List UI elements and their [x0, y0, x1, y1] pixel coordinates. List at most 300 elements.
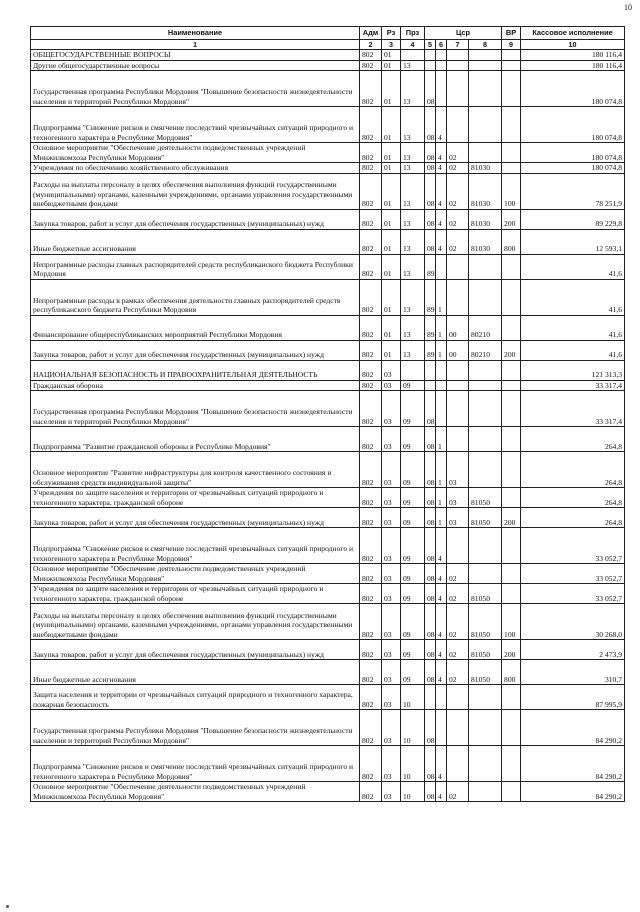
row-csr-6: 4 — [436, 107, 447, 143]
row-csr-6: 4 — [436, 640, 447, 660]
row-prz: 09 — [401, 508, 425, 528]
row-rz: 03 — [382, 782, 401, 802]
row-csr-7 — [447, 391, 469, 427]
row-sum: 180 074,8 — [521, 143, 625, 163]
row-sum: 12 593,1 — [521, 229, 625, 254]
row-csr-8 — [469, 528, 502, 564]
row-csr-6: 1 — [436, 315, 447, 340]
row-csr-6: 1 — [436, 508, 447, 528]
row-name: Основное мероприятие "Обеспечение деятельности подведомственных учреждений Минжилкомхоза Республики Мордовия" — [31, 143, 360, 163]
row-sum: 264,8 — [521, 427, 625, 452]
table-row — [31, 640, 625, 660]
row-csr-6: 4 — [436, 782, 447, 802]
row-sum: 180 074,8 — [521, 163, 625, 173]
row-vr — [502, 71, 521, 107]
row-vr — [502, 163, 521, 173]
row-adm: 802 — [360, 315, 382, 340]
row-csr-6 — [436, 685, 447, 710]
row-csr-8: 81050 — [469, 660, 502, 685]
header-sum: Кассовое исполнение — [521, 27, 625, 40]
row-csr-7 — [447, 528, 469, 564]
row-sum: 33 317,4 — [521, 391, 625, 427]
row-sum: 33 052,7 — [521, 528, 625, 564]
row-csr-8 — [469, 360, 502, 380]
row-prz: 13 — [401, 71, 425, 107]
row-csr-6: 4 — [436, 173, 447, 209]
row-sum: 180 074,8 — [521, 107, 625, 143]
table-row — [31, 452, 625, 488]
row-csr-7: 02 — [447, 564, 469, 584]
row-name: Подпрограмма "Снижение рисков и смягчение последствий чрезвычайных ситуаций природного и техногенного характера в Республике Мордовия" — [31, 107, 360, 143]
row-csr-5: 08 — [425, 604, 436, 640]
row-adm: 802 — [360, 71, 382, 107]
row-adm: 802 — [360, 710, 382, 746]
row-rz: 01 — [382, 315, 401, 340]
row-adm: 802 — [360, 163, 382, 173]
row-sum: 310,7 — [521, 660, 625, 685]
row-csr-7 — [447, 380, 469, 390]
row-name: Подпрограмма "Развитие гражданской обороны в Республике Мордовия" — [31, 427, 360, 452]
row-vr — [502, 782, 521, 802]
row-csr-6: 4 — [436, 229, 447, 254]
table-row — [31, 340, 625, 360]
row-name: Расходы на выплаты персоналу в целях обеспечения выполнения функций государственными (муниципальными) органами, казенными учреждениями, органами управления государственными внебюджетными фондами — [31, 173, 360, 209]
row-vr — [502, 584, 521, 604]
row-csr-5: 08 — [425, 163, 436, 173]
table-row — [31, 604, 625, 640]
row-csr-6: 4 — [436, 143, 447, 163]
row-csr-6 — [436, 710, 447, 746]
table-row — [31, 229, 625, 254]
row-name: Финансирование общереспубликанских мероприятий Республики Мордовия — [31, 315, 360, 340]
row-name: Государственная программа Республики Мордовия "Повышение безопасности жизнедеятельности населения и территорий Республики Мордовия" — [31, 71, 360, 107]
row-adm: 802 — [360, 279, 382, 315]
row-csr-5: 89 — [425, 279, 436, 315]
row-csr-6 — [436, 50, 447, 60]
row-prz: 13 — [401, 143, 425, 163]
row-name: Защита населения и территории от чрезвычайных ситуаций природного и техногенного характера, пожарная безопасность — [31, 685, 360, 710]
row-adm: 802 — [360, 143, 382, 163]
row-rz: 03 — [382, 564, 401, 584]
row-sum: 33 317,4 — [521, 380, 625, 390]
row-csr-7: 02 — [447, 782, 469, 802]
row-adm: 802 — [360, 360, 382, 380]
row-csr-7: 02 — [447, 173, 469, 209]
row-prz — [401, 360, 425, 380]
row-adm: 802 — [360, 173, 382, 209]
row-sum: 41,6 — [521, 340, 625, 360]
row-adm: 802 — [360, 604, 382, 640]
scan-dot — [6, 905, 9, 908]
row-vr: 200 — [502, 508, 521, 528]
row-csr-7 — [447, 50, 469, 60]
row-rz: 01 — [382, 60, 401, 70]
row-prz: 13 — [401, 209, 425, 229]
row-vr — [502, 488, 521, 508]
row-csr-6: 4 — [436, 163, 447, 173]
row-rz: 03 — [382, 640, 401, 660]
row-vr — [502, 564, 521, 584]
row-vr — [502, 746, 521, 782]
row-csr-5: 89 — [425, 254, 436, 279]
row-rz: 03 — [382, 380, 401, 390]
row-name: Иные бюджетные ассигнования — [31, 229, 360, 254]
row-name: Закупка товаров, работ и услуг для обеспечения государственных (муниципальных) нужд — [31, 640, 360, 660]
row-csr-5 — [425, 60, 436, 70]
row-adm: 802 — [360, 391, 382, 427]
row-sum: 84 290,2 — [521, 746, 625, 782]
row-csr-8: 81050 — [469, 584, 502, 604]
header-prz: Прз — [401, 27, 425, 40]
row-csr-5: 08 — [425, 782, 436, 802]
row-sum: 89 229,8 — [521, 209, 625, 229]
row-name: Основное мероприятие "Обеспечение деятельности подведомственных учреждений Минжилкомхоза Республики Мордовия" — [31, 564, 360, 584]
row-csr-8 — [469, 564, 502, 584]
row-csr-7 — [447, 685, 469, 710]
table-row — [31, 107, 625, 143]
row-rz: 01 — [382, 279, 401, 315]
row-csr-7: 02 — [447, 143, 469, 163]
row-prz: 13 — [401, 340, 425, 360]
row-adm: 802 — [360, 660, 382, 685]
row-name: Основное мероприятие "Развитие инфраструктуры для контроля качественного состояния и обслуживания средств индивидуальной защиты" — [31, 452, 360, 488]
row-name: Подпрограмма "Снижение рисков и смягчение последствий чрезвычайных ситуаций природного и техногенного характера в Республике Мордовия" — [31, 528, 360, 564]
row-csr-5: 08 — [425, 209, 436, 229]
row-vr: 800 — [502, 229, 521, 254]
table-row — [31, 685, 625, 710]
row-csr-6: 4 — [436, 584, 447, 604]
row-name: Другие общегосударственные вопросы — [31, 60, 360, 70]
header-csr: Цср — [425, 27, 502, 40]
row-sum: 121 313,3 — [521, 360, 625, 380]
row-name: Государственная программа Республики Мордовия "Повышение безопасности жизнедеятельности населения и территорий Республики Мордовия" — [31, 710, 360, 746]
row-adm: 802 — [360, 209, 382, 229]
row-csr-5: 08 — [425, 564, 436, 584]
column-number: 6 — [436, 40, 447, 50]
row-csr-5 — [425, 360, 436, 380]
row-adm: 802 — [360, 584, 382, 604]
table-row — [31, 279, 625, 315]
table-row — [31, 209, 625, 229]
row-csr-8 — [469, 107, 502, 143]
row-vr: 200 — [502, 640, 521, 660]
row-csr-8 — [469, 60, 502, 70]
table-row — [31, 584, 625, 604]
row-prz: 09 — [401, 391, 425, 427]
row-csr-7: 03 — [447, 488, 469, 508]
row-csr-6: 1 — [436, 279, 447, 315]
row-adm: 802 — [360, 685, 382, 710]
table-row — [31, 360, 625, 380]
row-csr-5: 08 — [425, 71, 436, 107]
row-csr-5: 08 — [425, 508, 436, 528]
row-rz: 01 — [382, 173, 401, 209]
row-rz: 03 — [382, 391, 401, 427]
column-number: 1 — [31, 40, 360, 50]
row-csr-7 — [447, 254, 469, 279]
row-name: Учреждения по защите населения и территории от чрезвычайных ситуаций природного и техногенного характера, гражданской обороне — [31, 584, 360, 604]
row-csr-7: 02 — [447, 660, 469, 685]
row-adm: 802 — [360, 60, 382, 70]
row-rz: 01 — [382, 143, 401, 163]
column-number: 2 — [360, 40, 382, 50]
row-rz: 03 — [382, 746, 401, 782]
row-name: Учреждения по обеспечению хозяйственного обслуживания — [31, 163, 360, 173]
row-prz: 09 — [401, 452, 425, 488]
row-csr-8: 81050 — [469, 604, 502, 640]
row-vr — [502, 143, 521, 163]
row-vr: 100 — [502, 604, 521, 640]
row-prz: 09 — [401, 660, 425, 685]
table-row — [31, 746, 625, 782]
row-adm: 802 — [360, 508, 382, 528]
row-csr-8 — [469, 71, 502, 107]
column-number: 4 — [401, 40, 425, 50]
table-row — [31, 60, 625, 70]
row-sum: 33 052,7 — [521, 584, 625, 604]
table-row — [31, 508, 625, 528]
table-row — [31, 528, 625, 564]
row-csr-6: 4 — [436, 528, 447, 564]
row-rz: 03 — [382, 685, 401, 710]
column-number-row — [31, 40, 625, 50]
row-adm: 802 — [360, 528, 382, 564]
row-rz: 01 — [382, 163, 401, 173]
row-prz: 13 — [401, 60, 425, 70]
row-rz: 03 — [382, 660, 401, 685]
row-csr-5: 08 — [425, 391, 436, 427]
row-csr-5: 08 — [425, 584, 436, 604]
row-csr-5: 08 — [425, 710, 436, 746]
row-rz: 03 — [382, 452, 401, 488]
row-rz: 03 — [382, 528, 401, 564]
row-prz: 09 — [401, 380, 425, 390]
row-csr-5: 08 — [425, 427, 436, 452]
budget-execution-table — [30, 26, 625, 802]
row-vr — [502, 427, 521, 452]
row-prz: 09 — [401, 564, 425, 584]
row-rz: 01 — [382, 71, 401, 107]
row-csr-7: 02 — [447, 209, 469, 229]
row-csr-8: 81030 — [469, 209, 502, 229]
row-name: Непрограммные расходы в рамках обеспечения деятельности главных распорядителей средств республиканского бюджета Республики Мордовия — [31, 279, 360, 315]
row-prz: 09 — [401, 427, 425, 452]
row-rz: 03 — [382, 427, 401, 452]
row-vr — [502, 685, 521, 710]
row-prz: 13 — [401, 163, 425, 173]
row-prz: 13 — [401, 279, 425, 315]
row-csr-6 — [436, 391, 447, 427]
row-name: Гражданская оборона — [31, 380, 360, 390]
row-vr — [502, 391, 521, 427]
row-prz: 13 — [401, 315, 425, 340]
table-row — [31, 173, 625, 209]
row-prz: 10 — [401, 710, 425, 746]
row-vr — [502, 360, 521, 380]
page-number: 10 — [624, 3, 632, 12]
column-number: 8 — [469, 40, 502, 50]
row-csr-5: 08 — [425, 143, 436, 163]
row-name: Непрограммные расходы главных распорядителей средств республиканского бюджета Республики Мордовия — [31, 254, 360, 279]
header-vr: ВР — [502, 27, 521, 40]
row-adm: 802 — [360, 488, 382, 508]
row-adm: 802 — [360, 229, 382, 254]
row-rz: 01 — [382, 107, 401, 143]
row-rz: 01 — [382, 254, 401, 279]
row-adm: 802 — [360, 254, 382, 279]
table-row — [31, 427, 625, 452]
table-row — [31, 163, 625, 173]
column-number: 7 — [447, 40, 469, 50]
row-prz: 09 — [401, 604, 425, 640]
row-csr-8: 81050 — [469, 508, 502, 528]
table-row — [31, 71, 625, 107]
row-sum: 41,6 — [521, 254, 625, 279]
row-sum: 264,8 — [521, 508, 625, 528]
row-csr-8 — [469, 452, 502, 488]
row-name: Основное мероприятие "Обеспечение деятельности подведомственных учреждений Минжилкомхоза Республики Мордовия" — [31, 782, 360, 802]
row-csr-8 — [469, 746, 502, 782]
row-csr-7: 00 — [447, 340, 469, 360]
row-csr-8: 80210 — [469, 315, 502, 340]
row-csr-8 — [469, 391, 502, 427]
row-sum: 264,8 — [521, 488, 625, 508]
row-csr-6: 1 — [436, 488, 447, 508]
row-vr — [502, 50, 521, 60]
row-csr-7 — [447, 60, 469, 70]
row-adm: 802 — [360, 50, 382, 60]
column-number: 5 — [425, 40, 436, 50]
row-csr-7 — [447, 746, 469, 782]
row-csr-8 — [469, 279, 502, 315]
row-csr-6 — [436, 380, 447, 390]
row-csr-6: 4 — [436, 746, 447, 782]
row-csr-8 — [469, 380, 502, 390]
row-adm: 802 — [360, 107, 382, 143]
row-csr-7: 02 — [447, 640, 469, 660]
row-vr — [502, 60, 521, 70]
row-rz: 03 — [382, 710, 401, 746]
row-csr-8: 81050 — [469, 640, 502, 660]
row-sum: 84 290,2 — [521, 710, 625, 746]
row-rz: 03 — [382, 508, 401, 528]
row-vr — [502, 254, 521, 279]
row-csr-5 — [425, 685, 436, 710]
row-csr-5: 08 — [425, 229, 436, 254]
row-adm: 802 — [360, 427, 382, 452]
table-row — [31, 50, 625, 60]
row-csr-7: 02 — [447, 229, 469, 254]
row-csr-8 — [469, 427, 502, 452]
row-vr — [502, 452, 521, 488]
column-number: 3 — [382, 40, 401, 50]
row-csr-5: 08 — [425, 452, 436, 488]
row-csr-7 — [447, 710, 469, 746]
table-header — [31, 27, 625, 50]
row-adm: 802 — [360, 746, 382, 782]
row-sum: 41,6 — [521, 279, 625, 315]
row-sum: 41,6 — [521, 315, 625, 340]
row-adm: 802 — [360, 640, 382, 660]
row-name: Иные бюджетные ассигнования — [31, 660, 360, 685]
header-adm: Адм — [360, 27, 382, 40]
row-rz: 03 — [382, 360, 401, 380]
row-csr-8: 81030 — [469, 173, 502, 209]
row-adm: 802 — [360, 782, 382, 802]
row-csr-5: 08 — [425, 640, 436, 660]
row-name: Учреждения по защите населения и территории от чрезвычайных ситуаций природного и техногенного характера, гражданской обороне — [31, 488, 360, 508]
row-vr — [502, 528, 521, 564]
table-row — [31, 488, 625, 508]
row-csr-6 — [436, 71, 447, 107]
row-csr-7 — [447, 71, 469, 107]
row-prz: 13 — [401, 173, 425, 209]
row-adm: 802 — [360, 564, 382, 584]
table-row — [31, 254, 625, 279]
row-csr-6 — [436, 360, 447, 380]
row-csr-7: 03 — [447, 452, 469, 488]
row-name: НАЦИОНАЛЬНАЯ БЕЗОПАСНОСТЬ И ПРАВООХРАНИТЕЛЬНАЯ ДЕЯТЕЛЬНОСТЬ — [31, 360, 360, 380]
row-prz: 10 — [401, 782, 425, 802]
row-csr-5 — [425, 380, 436, 390]
row-csr-8: 81050 — [469, 488, 502, 508]
row-rz: 03 — [382, 488, 401, 508]
row-vr — [502, 315, 521, 340]
row-csr-6: 4 — [436, 604, 447, 640]
row-rz: 01 — [382, 209, 401, 229]
row-rz: 03 — [382, 604, 401, 640]
row-csr-8: 81030 — [469, 163, 502, 173]
row-csr-8 — [469, 143, 502, 163]
row-csr-5: 08 — [425, 746, 436, 782]
row-name: Закупка товаров, работ и услуг для обеспечения государственных (муниципальных) нужд — [31, 508, 360, 528]
row-csr-5: 89 — [425, 340, 436, 360]
row-sum: 2 473,9 — [521, 640, 625, 660]
table-row — [31, 380, 625, 390]
row-prz: 09 — [401, 584, 425, 604]
row-vr: 100 — [502, 173, 521, 209]
row-csr-7: 02 — [447, 584, 469, 604]
header-name: Наименование — [31, 27, 360, 40]
row-csr-6: 1 — [436, 452, 447, 488]
row-prz: 13 — [401, 107, 425, 143]
row-csr-6: 4 — [436, 564, 447, 584]
row-vr — [502, 107, 521, 143]
row-adm: 802 — [360, 340, 382, 360]
row-csr-7 — [447, 427, 469, 452]
row-vr: 200 — [502, 209, 521, 229]
row-csr-5: 08 — [425, 107, 436, 143]
row-csr-6: 4 — [436, 660, 447, 685]
row-name: Закупка товаров, работ и услуг для обеспечения государственных (муниципальных) нужд — [31, 209, 360, 229]
table-body — [31, 50, 625, 802]
row-name: ОБЩЕГОСУДАРСТВЕННЫЕ ВОПРОСЫ — [31, 50, 360, 60]
row-csr-5: 08 — [425, 488, 436, 508]
table-row — [31, 315, 625, 340]
row-csr-5 — [425, 50, 436, 60]
row-csr-8 — [469, 782, 502, 802]
row-csr-5: 08 — [425, 528, 436, 564]
row-prz: 09 — [401, 528, 425, 564]
row-vr: 800 — [502, 660, 521, 685]
column-number: 10 — [521, 40, 625, 50]
row-prz: 10 — [401, 746, 425, 782]
row-adm: 802 — [360, 380, 382, 390]
row-adm: 802 — [360, 452, 382, 488]
row-vr — [502, 710, 521, 746]
row-sum: 33 052,7 — [521, 564, 625, 584]
row-sum: 84 290,2 — [521, 782, 625, 802]
